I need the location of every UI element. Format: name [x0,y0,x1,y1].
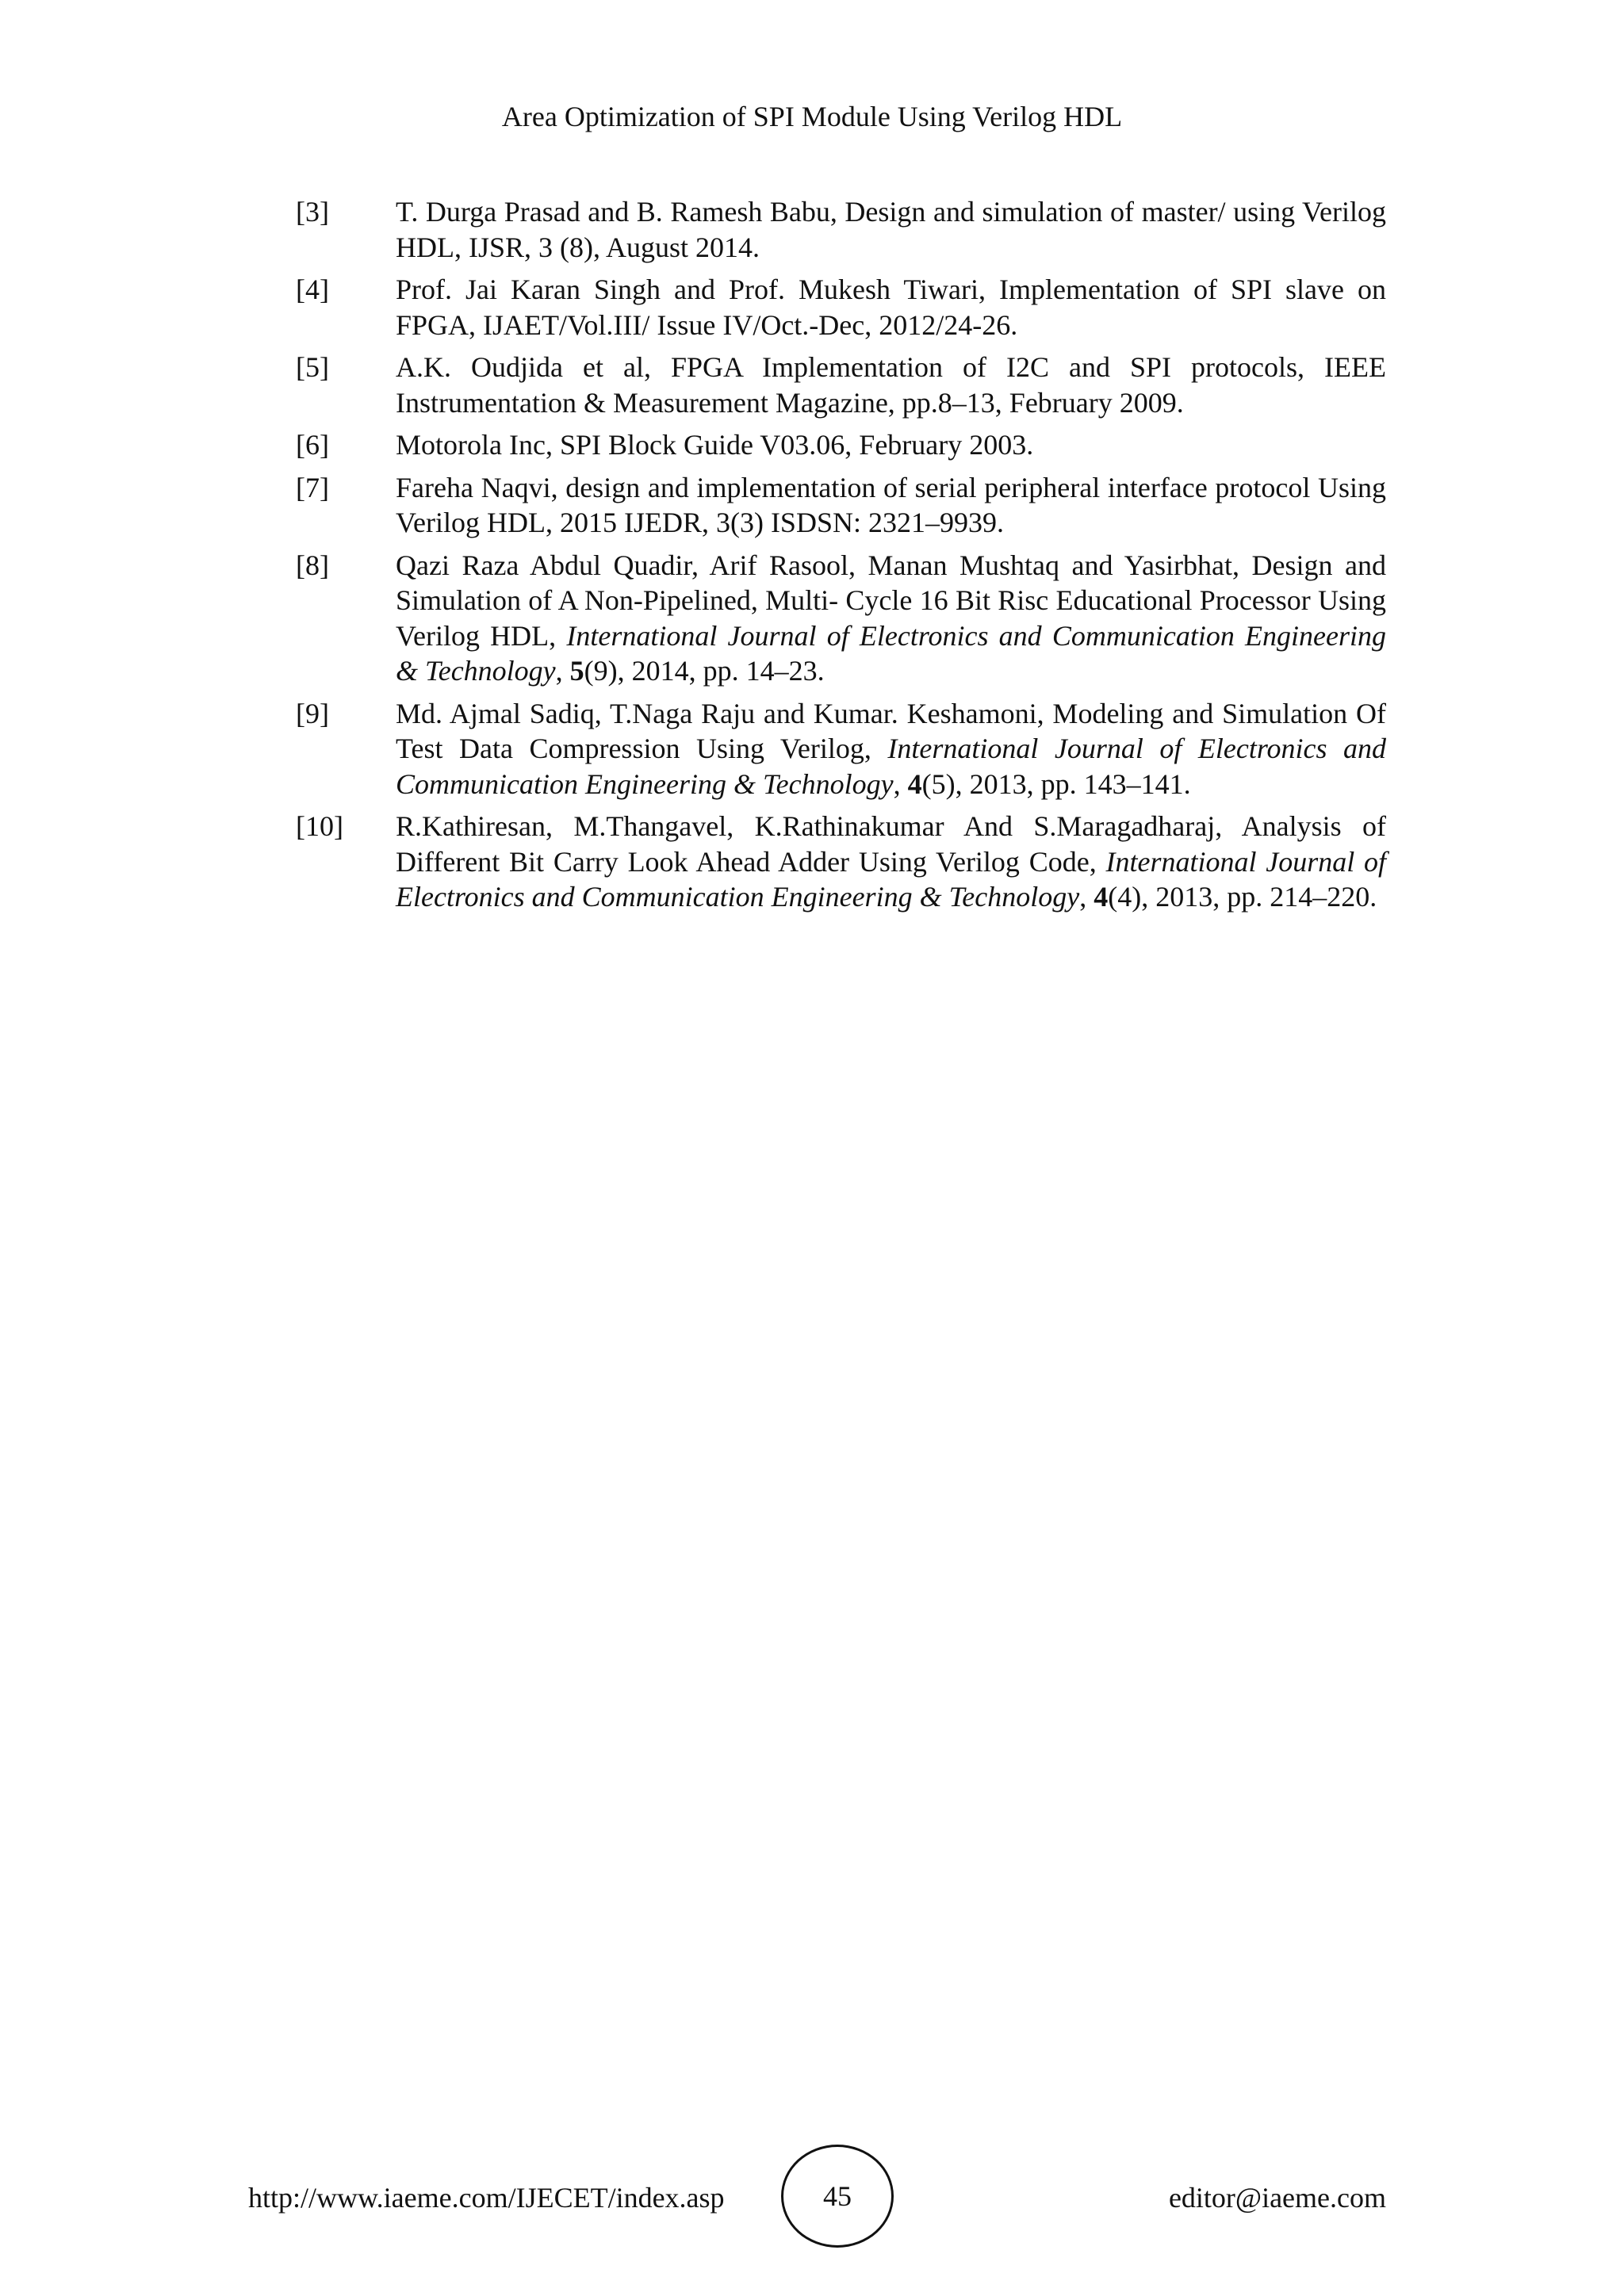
reference-text-segment: Md. Ajmal Sadiq, T.Naga Raju and Kumar. Keshamoni, Modeling and Simulation Of Test Data Compression Using Verilog, [396,697,1386,764]
running-header [0,98,1624,136]
volume-number: 4 [1094,881,1109,913]
reference-text [396,272,1386,342]
reference-number: [3] [296,196,329,228]
reference-text-segment: Prof. Jai Karan Singh and Prof. Mukesh Tiwari, Implementation of SPI slave on FPGA, IJAET/Vol.III/ Issue IV/Oct.-Dec, 2012/24-26. [396,274,1386,341]
reference-text-segment: Qazi Raza Abdul Quadir, Arif Rasool, Manan Mushtaq and Yasirbhat, Design and Simulation of A Non-Pipelined, Multi- Cycle 16 Bit Risc Educational Processor Using Verilog HDL, [396,549,1386,652]
reference-number: [10] [296,810,343,842]
page-number-circle [781,2145,894,2248]
reference-text-segment: (5), 2013, pp. 143–141. [921,767,1191,800]
reference-text [396,350,1386,420]
reference-text-segment: , [893,767,908,800]
volume-number: 4 [907,767,922,800]
reference-number: [4] [296,274,329,305]
reference-item [296,809,1386,915]
reference-text [396,696,1386,802]
reference-text-segment: R.Kathiresan, M.Thangavel, K.Rathinakumar And S.Maragadharaj, Analysis of Different Bit Carry Look Ahead Adder Using Verilog Code, [396,810,1386,878]
reference-item [296,696,1386,802]
reference-number: [8] [296,549,329,581]
reference-number: [7] [296,471,329,503]
reference-text-segment: , [1079,881,1094,913]
reference-number: [9] [296,697,329,729]
journal-title: International Journal of Electronics and Communication Engineering & Technology [396,733,1386,800]
reference-text [396,194,1386,265]
reference-item [296,194,1386,265]
reference-number: [5] [296,351,329,383]
reference-text-segment: , [555,655,570,687]
reference-text-segment: T. Durga Prasad and B. Ramesh Babu, Design and simulation of master/ using Verilog HDL, IJSR, 3 (8), August 2014. [396,196,1386,263]
reference-item [296,350,1386,420]
reference-text-segment: (9), 2014, pp. 14–23. [584,655,825,687]
reference-text-segment: A.K. Oudjida et al, FPGA Implementation of I2C and SPI protocols, IEEE Instrumentation & Measurement Magazine, pp.8–13, February 2009. [396,351,1386,419]
journal-title: International Journal of Electronics and Communication Engineering & Technology [396,845,1386,913]
volume-number: 5 [569,655,584,687]
reference-text-segment: (4), 2013, pp. 214–220. [1108,881,1377,913]
reference-text [396,809,1386,915]
page-footer [0,2141,1624,2252]
reference-text-segment: Motorola Inc, SPI Block Guide V03.06, February 2003. [396,429,1034,461]
footer-email-link[interactable]: editor@iaeme.com [1168,2182,1386,2214]
running-header-title: Area Optimization of SPI Module Using Verilog HDL [501,101,1123,132]
reference-list [296,194,1386,922]
reference-item [296,427,1386,463]
reference-item [296,272,1386,342]
reference-number: [6] [296,429,329,461]
page-number: 45 [823,2180,852,2212]
reference-text-segment: Fareha Naqvi, design and implementation of serial peripheral interface protocol Using Verilog HDL, 2015 IJEDR, 3(3) ISDSN: 2321–9939. [396,471,1386,538]
footer-url-link[interactable]: http://www.iaeme.com/IJECET/index.asp [248,2182,725,2214]
reference-item [296,470,1386,541]
reference-text [396,470,1386,541]
journal-title: International Journal of Electronics and Communication Engineering & Technology [396,619,1387,687]
reference-item [296,548,1386,689]
reference-text [396,548,1386,689]
reference-text [396,427,1386,463]
